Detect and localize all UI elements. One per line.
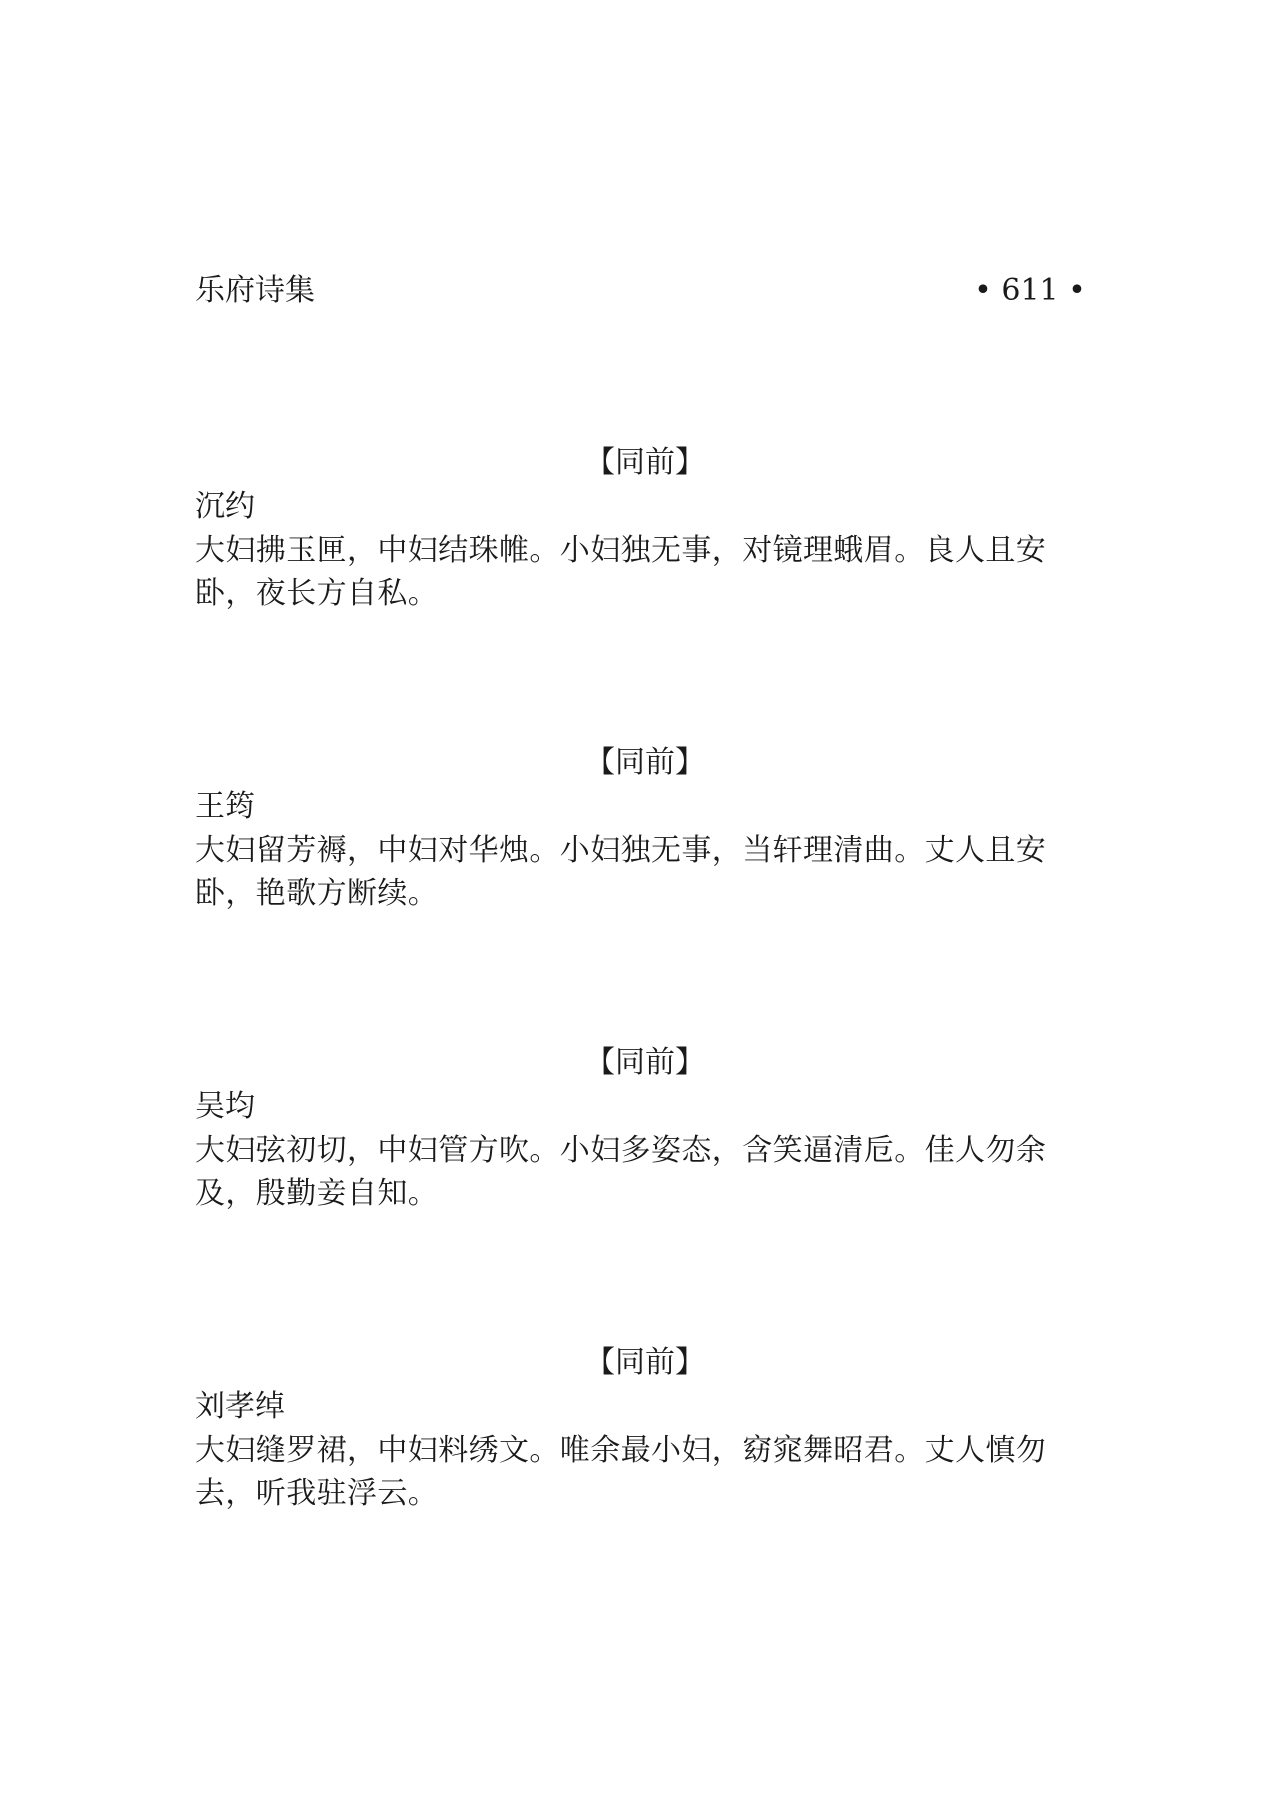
poem-title: 【同前】 (585, 445, 705, 480)
poem-text: 大妇留芳褥，中妇对华烛。小妇独无事，当轩理清曲。丈人且安卧，艳歌方断续。 (195, 833, 1047, 911)
poem-section (195, 441, 1095, 615)
page-number: • 611 • (974, 273, 1086, 308)
poem-section (195, 1341, 1095, 1515)
poem-text: 大妇拂玉匣，中妇结珠帷。小妇独无事，对镜理蛾眉。良人且安卧，夜长方自私。 (195, 533, 1047, 611)
poem-author: 刘孝绰 (195, 1389, 285, 1424)
book-title: 乐府诗集 (195, 273, 315, 308)
poem-author: 吴均 (195, 1089, 255, 1124)
poem-title: 【同前】 (585, 1345, 705, 1380)
poem-author: 沉约 (195, 489, 255, 524)
poem-text: 大妇缝罗裙，中妇料绣文。唯余最小妇，窈窕舞昭君。丈人慎勿去，听我驻浮云。 (195, 1433, 1047, 1511)
poem-title: 【同前】 (585, 745, 705, 780)
poem-title: 【同前】 (585, 1045, 705, 1080)
poem-author: 王筠 (195, 789, 255, 824)
poem-section (195, 1041, 1095, 1215)
poem-section (195, 741, 1095, 915)
poem-text: 大妇弦初切，中妇管方吹。小妇多姿态，含笑逼清卮。佳人勿余及，殷勤妾自知。 (195, 1133, 1047, 1211)
